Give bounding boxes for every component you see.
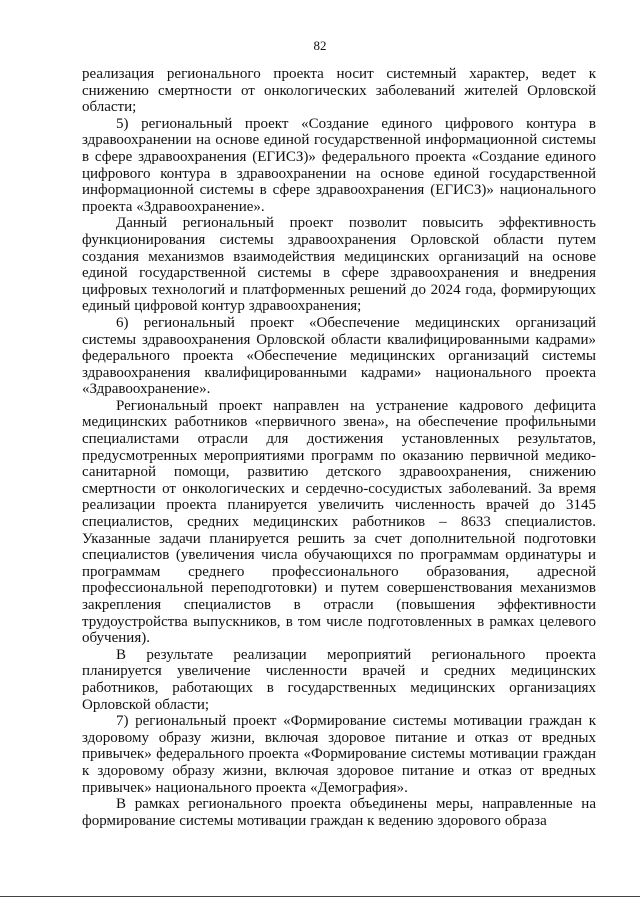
paragraph: 6) региональный проект «Обеспечение медицинских организаций системы здравоохранения Орловской области квалифицированными кадрами» федерального проекта «Обеспечение медицинских организаций системы здравоохранения квалифицированными кадрами» национального проекта «Здравоохранение». (82, 314, 596, 398)
paragraph: Региональный проект направлен на устранение кадрового дефицита медицинских работников «первичного звена», на обеспечение профильными специалистами отрасли для достижения установленных результатов, предусмотренных мероприятиями программ по оказанию первичной медико-санитарной помощи, развитию детского здравоохранения, снижению смертности от онкологических и сердечно-сосудистых заболеваний. За время реализации проекта планируется увеличить численность врачей до 3145 специалистов, средних медицинских работников – 8633 специалистов. Указанные задачи планируется решить за счет дополнительной подготовки специалистов (увеличения числа обучающихся по программам ординатуры и программам среднего профессионального образования, адресной профессиональной переподготовки) и путем совершенствования механизмов закрепления специалистов в отрасли (повышения эффективности трудоустройства выпускников, в том числе подготовленных в рамках целевого обучения). (82, 397, 596, 647)
page-body (82, 66, 596, 829)
paragraph: Данный региональный проект позволит повысить эффективность функционирования системы здравоохранения Орловской области путем создания механизмов взаимодействия медицинских организаций на основе единой государственной системы в сфере здравоохранения и внедрения цифровых технологий и платформенных решений до 2024 года, формирующих единый цифровой контур здравоохранения; (82, 215, 596, 315)
paragraph: 7) региональный проект «Формирование системы мотивации граждан к здоровому образу жизни, включая здоровое питание и отказ от вредных привычек» федерального проекта «Формирование системы мотивации граждан к здоровому образу жизни, включая здоровое питание и отказ от вредных привычек» национального проекта «Демография». (82, 713, 596, 796)
page-number: 82 (313, 38, 327, 53)
paragraph: В рамках регионального проекта объединены меры, направленные на формирование системы мотивации граждан к ведению здорового образа (82, 796, 596, 829)
bottom-scan-edge (0, 896, 640, 897)
paragraph: 5) региональный проект «Создание единого цифрового контура в здравоохранении на основе единой государственной информационной системы в сфере здравоохранения (ЕГИСЗ)» федерального проекта «Создание единого цифрового контура в здравоохранении на основе единой государственной информационной системы в сфере здравоохранения (ЕГИСЗ)» национального проекта «Здравоохранение». (82, 115, 596, 215)
paragraph: реализация регионального проекта носит системный характер, ведет к снижению смертности от онкологических заболеваний жителей Орловской области; (82, 66, 596, 116)
paragraph: В результате реализации мероприятий регионального проекта планируется увеличение численности врачей и средних медицинских работников, работающих в государственных медицинских организациях Орловской области; (82, 646, 596, 713)
